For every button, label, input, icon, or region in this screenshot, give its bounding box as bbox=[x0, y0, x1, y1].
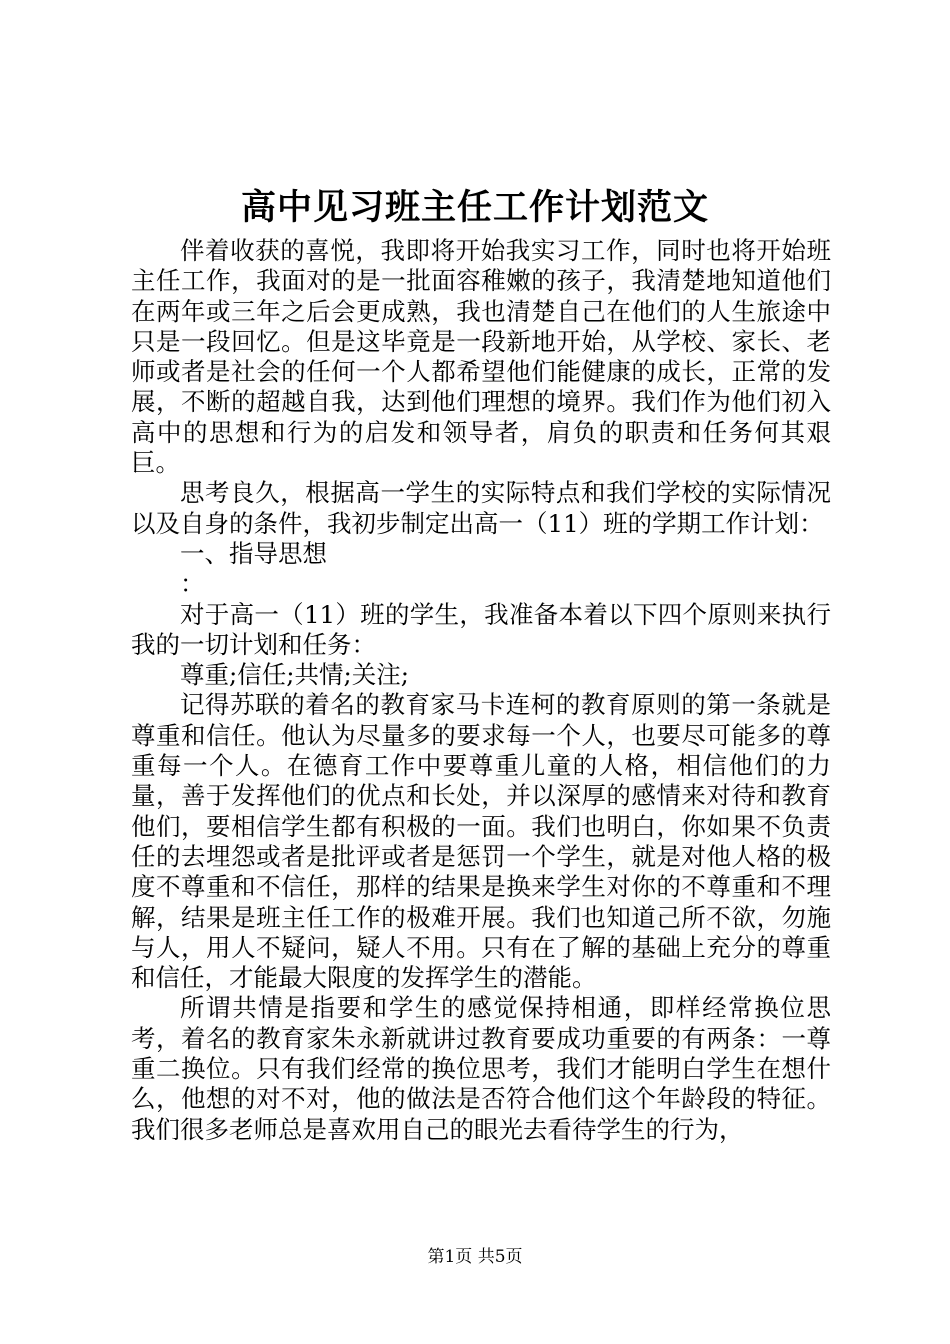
document-title: 高中见习班主任工作计划范文 bbox=[240, 187, 709, 228]
document-body bbox=[131, 236, 831, 1145]
paragraph: 伴着收获的喜悦，我即将开始我实习工作，同时也将开始班主任工作，我面对的是一批面容稚嫩的孩子，我清楚地知道他们在两年或三年之后会更成熟，我也清楚自己在他们的人生旅途中只是一段回忆。但是这毕竟是一段新地开始，从学校、家长、老师或者是社会的任何一个人都希望他们能健康的成长，正常的发展，不断的超越自我，达到他们理想的境界。我们作为他们初入高中的思想和行为的启发和领导者，肩负的职责和任务何其艰巨。 bbox=[131, 236, 831, 478]
section-heading: 一、指导思想 bbox=[180, 538, 327, 568]
paragraph: 尊重;信任;共情;关注; bbox=[180, 660, 410, 690]
paragraph: ： bbox=[180, 569, 205, 599]
paragraph: 记得苏联的着名的教育家马卡连柯的教育原则的第一条就是尊重和信任。他认为尽量多的要求每一个人，也要尽可能多的尊重每一个人。在德育工作中要尊重儿童的人格，相信他们的力量，善于发挥他们的优点和长处，并以深厚的感情来对待和教育他们，要相信学生都有积极的一面。我们也明白，你如果不负责任的去埋怨或者是批评或者是惩罚一个学生，就是对他人格的极度不尊重和不信任，那样的结果是换来学生对你的不尊重和不理解，结果是班主任工作的极难开展。我们也知道己所不欲，勿施与人，用人不疑问，疑人不用。只有在了解的基础上充分的尊重和信任，才能最大限度的发挥学生的潜能。 bbox=[131, 690, 831, 993]
paragraph: 思考良久，根据高一学生的实际特点和我们学校的实际情况以及自身的条件，我初步制定出高一（11）班的学期工作计划： bbox=[131, 478, 831, 538]
page-footer: 第1页 共5页 bbox=[427, 1247, 523, 1267]
paragraph: 对于高一（11）班的学生，我准备本着以下四个原则来执行我的一切计划和任务： bbox=[131, 599, 831, 659]
paragraph: 所谓共情是指要和学生的感觉保持相通，即样经常换位思考，着名的教育家朱永新就讲过教育要成功重要的有两条：一尊重二换位。只有我们经常的换位思考，我们才能明白学生在想什么，他想的对不对，他的做法是否符合他们这个年龄段的特征。我们很多老师总是喜欢用自己的眼光去看待学生的行为， bbox=[131, 993, 831, 1144]
